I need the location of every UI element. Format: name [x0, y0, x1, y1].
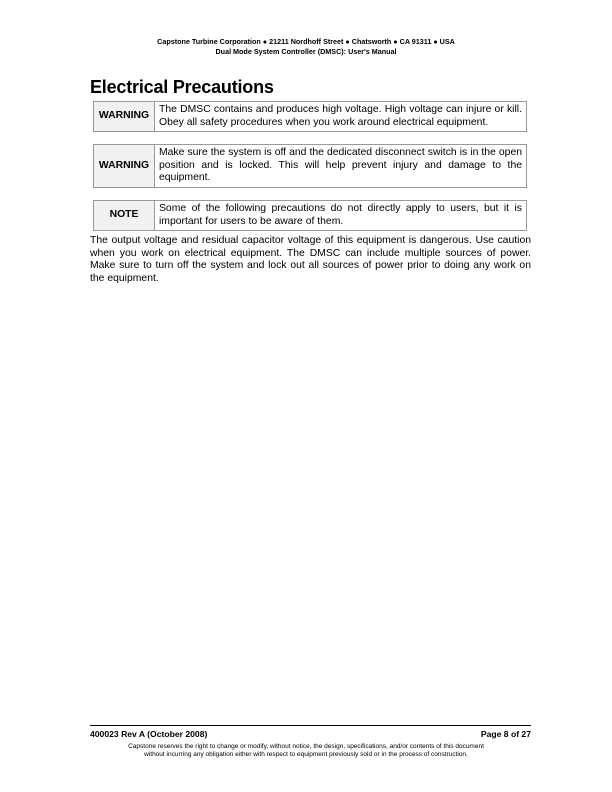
- callout-text: Make sure the system is off and the dedicated disconnect switch is in the open position and is locked. This will help prevent injury and damage to the equipment.: [155, 145, 527, 188]
- header-manual-title: Dual Mode System Controller (DMSC): User's Manual: [215, 46, 397, 56]
- callout-text: Some of the following precautions do not directly apply to users, but it is important for users to be aware of them.: [155, 201, 527, 231]
- footer-disclaimer: [0, 743, 612, 760]
- callout-label: NOTE: [94, 201, 155, 231]
- note-callout: [93, 200, 527, 231]
- page-header: [0, 37, 612, 56]
- footer-doc-id: 400023 Rev A (October 2008): [90, 729, 208, 739]
- callout-label: WARNING: [94, 145, 155, 188]
- callout-label: WARNING: [94, 102, 155, 132]
- footer-divider: [90, 725, 531, 726]
- callout-text: The DMSC contains and produces high voltage. High voltage can injure or kill. Obey all safety procedures when you work around electrical equipment.: [155, 102, 527, 132]
- warning-callout-2: [93, 144, 527, 188]
- footer-page-number: Page 8 of 27: [480, 729, 531, 739]
- warning-callout-1: [93, 101, 527, 132]
- footer-disclaimer-line-2: without incurring any obligation either with respect to equipment previously sold or in the process of construction.: [144, 751, 468, 759]
- section-title: Electrical Precautions: [90, 77, 274, 97]
- header-company-line: Capstone Turbine Corporation ● 21211 Nordhoff Street ● Chatsworth ● CA 91311 ● USA: [157, 37, 455, 46]
- body-paragraph: The output voltage and residual capacitor voltage of this equipment is dangerous. Use caution when you work on electrical equipment. The DMSC can include multiple sources of power. Make sure to turn off the system and lock out all sources of power prior to doing any work on the equipment.: [90, 235, 531, 284]
- footer-disclaimer-line-1: Capstone reserves the right to change or modify, without notice, the design, specifications, and/or contents of this document: [128, 743, 484, 750]
